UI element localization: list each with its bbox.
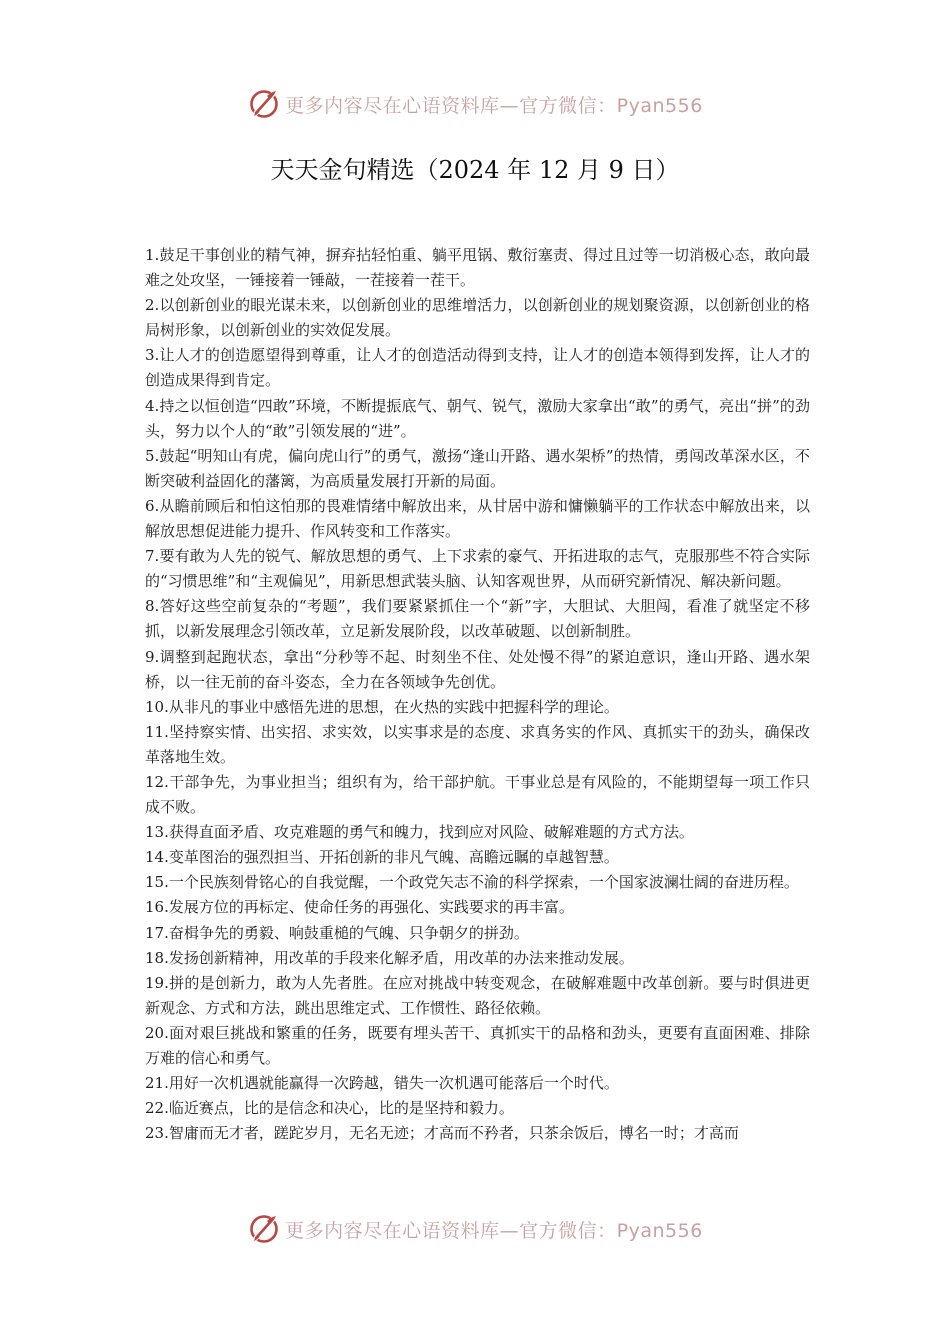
quote-item: 21.用好一次机遇就能赢得一次跨越，错失一次机遇可能落后一个时代。 — [145, 1074, 619, 1093]
quote-item: 19.拼的是创新力，敢为人先者胜。在应对挑战中转变观念，在破解难题中改革创新。要与时俱进更新观念、方式和方法，跳出思维定式、工作惯性、路径依赖。 — [145, 973, 810, 1017]
brush-pen-logo-icon — [247, 87, 281, 121]
banner-text: 更多内容尽在心语资料库—官方微信：Pyan556 — [285, 1219, 703, 1242]
quote-item: 3.让人才的创造愿望得到尊重，让人才的创造活动得到支持，让人才的创造本领得到发挥，让人才的创造成果得到肯定。 — [145, 346, 810, 390]
quote-item: 11.坚持察实情、出实招、求实效，以实事求是的态度、求真务实的作风、真抓实干的劲头，确保改革落地生效。 — [145, 722, 810, 766]
quote-item: 17.奋楫争先的勇毅、响鼓重槌的气魄、只争朝夕的拼劲。 — [145, 923, 529, 942]
quote-item: 20.面对艰巨挑战和繁重的任务，既要有埋头苦干、真抓实干的品格和劲头，更要有直面困难、排除万难的信心和勇气。 — [145, 1023, 810, 1067]
header-banner — [0, 84, 950, 124]
quote-item: 16.发展方位的再标定、使命任务的再强化、实践要求的再丰富。 — [145, 898, 574, 917]
quote-item: 13.获得直面矛盾、攻克难题的勇气和魄力，找到应对风险、破解难题的方式方法。 — [145, 823, 694, 842]
document-body — [145, 243, 810, 1189]
quote-item: 23.智庸而无才者，蹉跎岁月，无名无迹；才高而不矜者，只茶余饭后，博名一时；才高而 — [145, 1124, 739, 1143]
document-title: 天天金句精选（2024 年 12 月 9 日） — [270, 156, 680, 184]
quote-item: 18.发扬创新精神，用改革的手段来化解矛盾，用改革的办法来推动发展。 — [145, 948, 634, 967]
quote-item: 4.持之以恒创造“四敢”环境，不断提振底气、朝气、锐气，激励大家拿出“敢”的勇气，亮出“拼”的劲头，努力以个人的“敢”引领发展的“进”。 — [145, 396, 810, 440]
quote-item: 14.变革图治的强烈担当、开拓创新的非凡气魄、高瞻远瞩的卓越智慧。 — [145, 848, 619, 867]
quote-item: 5.鼓起“明知山有虎，偏向虎山行”的勇气，激扬“逢山开路、遇水架桥”的热情，勇闯改革深水区，不断突破利益固化的藩篱，为高质量发展打开新的局面。 — [145, 446, 810, 490]
banner-text: 更多内容尽在心语资料库—官方微信：Pyan556 — [285, 94, 703, 117]
quote-item: 9.调整到起跑状态，拿出“分秒等不起、时刻坐不住、处处慢不得”的紧迫意识，逢山开路、遇水架桥，以一往无前的奋斗姿态，全力在各领域争先创优。 — [145, 647, 810, 691]
quote-item: 10.从非凡的事业中感悟先进的思想，在火热的实践中把握科学的理论。 — [145, 697, 619, 716]
quote-item: 7.要有敢为人先的锐气、解放思想的勇气、上下求索的豪气、开拓进取的志气，克服那些不符合实际的“习惯思维”和“主观偏见”，用新思想武装头脑、认知客观世界，从而研究新情况、解决新问题。 — [145, 547, 810, 591]
quote-item: 2.以创新创业的眼光谋未来，以创新创业的思维增活力，以创新创业的规划聚资源，以创新创业的格局树形象，以创新创业的实效促发展。 — [145, 296, 810, 340]
quote-item: 8.答好这些空前复杂的“考题”，我们要紧紧抓住一个“新”字，大胆试、大胆闯，看准了就坚定不移抓，以新发展理念引领改革，立足新发展阶段，以改革破题、以创新制胜。 — [145, 597, 810, 641]
quote-item: 1.鼓足干事创业的精气神，摒弃拈轻怕重、躺平甩锅、敷衍塞责、得过且过等一切消极心态，敢向最难之处攻坚，一锤接着一锤敲，一茬接着一茬干。 — [145, 246, 810, 290]
footer-banner — [0, 1209, 950, 1249]
quote-item: 12.干部争先，为事业担当；组织有为，给干部护航。干事业总是有风险的，不能期望每一项工作只成不败。 — [145, 772, 810, 817]
quote-item: 6.从瞻前顾后和怕这怕那的畏难情绪中解放出来，从甘居中游和慵懒躺平的工作状态中解放出来，以解放思想促进能力提升、作风转变和工作落实。 — [145, 496, 810, 541]
quote-item: 15.一个民族刻骨铭心的自我觉醒，一个政党矢志不渝的科学探索，一个国家波澜壮阔的奋进历程。 — [145, 873, 799, 892]
brush-pen-logo-icon — [247, 1212, 281, 1246]
quote-item: 22.临近赛点，比的是信念和决心，比的是坚持和毅力。 — [145, 1099, 514, 1118]
